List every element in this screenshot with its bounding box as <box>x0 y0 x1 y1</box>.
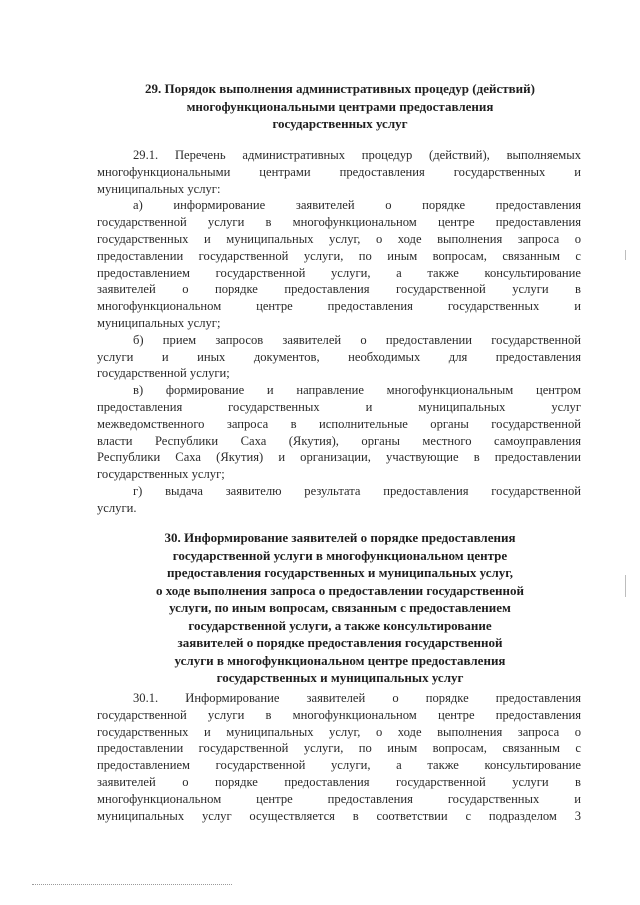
paragraph-line: услуги и иных документов, необходимых для предоставления <box>97 349 581 364</box>
section-29-body <box>97 147 581 517</box>
heading-line: государственных услуг <box>272 116 408 131</box>
paragraph-line: многофункциональном центре предоставления государственных и <box>97 299 581 314</box>
paragraph-line: предоставлением государственной услуги, а также консультирование <box>97 758 581 773</box>
paragraph-line: муниципальных услуг осуществляется в соответствии с подразделом 3 <box>97 808 581 823</box>
paragraph-line: б) прием запросов заявителей о предоставлении государственной <box>133 332 581 347</box>
section-30-body <box>97 690 581 824</box>
paragraph-line: заявителей о порядке предоставления государственной услуги в <box>97 774 581 789</box>
paragraph-line: предоставлении государственной услуги, по иным вопросам, связанным с <box>97 248 581 263</box>
paragraph-line: государственных услуг; <box>97 467 225 482</box>
scan-margin-mark <box>625 575 626 597</box>
paragraph-line: многофункциональном центре предоставления государственных и <box>97 791 581 806</box>
heading-line: государственной услуги, а также консультирование <box>188 617 492 633</box>
heading-line: многофункциональными центрами предоставления <box>186 98 494 114</box>
paragraph-line: заявителей о порядке предоставления государственной услуги в <box>97 282 581 297</box>
scan-margin-mark <box>625 250 626 260</box>
paragraph-line: предоставлении государственной услуги, по иным вопросам, связанным с <box>97 741 581 756</box>
heading-line: государственной услуги в многофункциональном центре <box>172 547 508 563</box>
paragraph-line: государственной услуги в многофункциональном центре предоставления <box>97 215 581 230</box>
section-29-heading <box>100 80 580 133</box>
paragraph-line: а) информирование заявителей о порядке предоставления <box>133 198 581 213</box>
paragraph-line: 30.1. Информирование заявителей о порядке предоставления <box>133 691 581 705</box>
heading-line: 29. Порядок выполнения административных процедур (действий) <box>145 81 535 96</box>
paragraph-line: предоставления государственных и муниципальных услуг <box>97 399 581 414</box>
paragraph-line: власти Республики Саха (Якутия), органы местного самоуправления <box>97 433 581 448</box>
paragraph-line: межведомственного запроса в исполнительные органы государственной <box>97 416 581 431</box>
paragraph-line: г) выдача заявителю результата предоставления государственной <box>133 483 581 498</box>
heading-line: услуги, по иным вопросам, связанным с предоставлением <box>169 600 511 615</box>
heading-line: государственных и муниципальных услуг <box>216 670 464 685</box>
heading-line: предоставления государственных и муниципальных услуг, <box>167 565 513 580</box>
paragraph-line: Республики Саха (Якутия) и организации, участвующие в предоставлении <box>97 450 581 465</box>
paragraph-line: муниципальных услуг; <box>97 315 221 330</box>
footnote-divider <box>32 884 232 885</box>
paragraph-line: многофункциональными центрами предоставления государственных и <box>97 164 581 179</box>
paragraph-line: государственной услуги; <box>97 366 230 381</box>
paragraph-line: 29.1. Перечень административных процедур (действий), выполняемых <box>133 148 581 162</box>
paragraph-line: услуги. <box>97 500 137 515</box>
paragraph-line: государственных и муниципальных услуг, о ходе выполнения запроса о <box>97 231 581 246</box>
paragraph-line: муниципальных услуг: <box>97 181 221 196</box>
heading-line: заявителей о порядке предоставления государственной <box>177 635 503 650</box>
paragraph-line: государственных и муниципальных услуг, о ходе выполнения запроса о <box>97 724 581 739</box>
heading-line: 30. Информирование заявителей о порядке предоставления <box>164 530 516 545</box>
paragraph-line: в) формирование и направление многофункциональным центром <box>133 383 581 398</box>
section-30-heading <box>100 529 580 687</box>
paragraph-line: предоставлением государственной услуги, а также консультирование <box>97 265 581 280</box>
heading-line: услуги в многофункциональном центре предоставления <box>174 652 506 668</box>
paragraph-line: государственной услуги в многофункциональном центре предоставления <box>97 707 581 722</box>
heading-line: о ходе выполнения запроса о предоставлении государственной <box>156 582 524 598</box>
